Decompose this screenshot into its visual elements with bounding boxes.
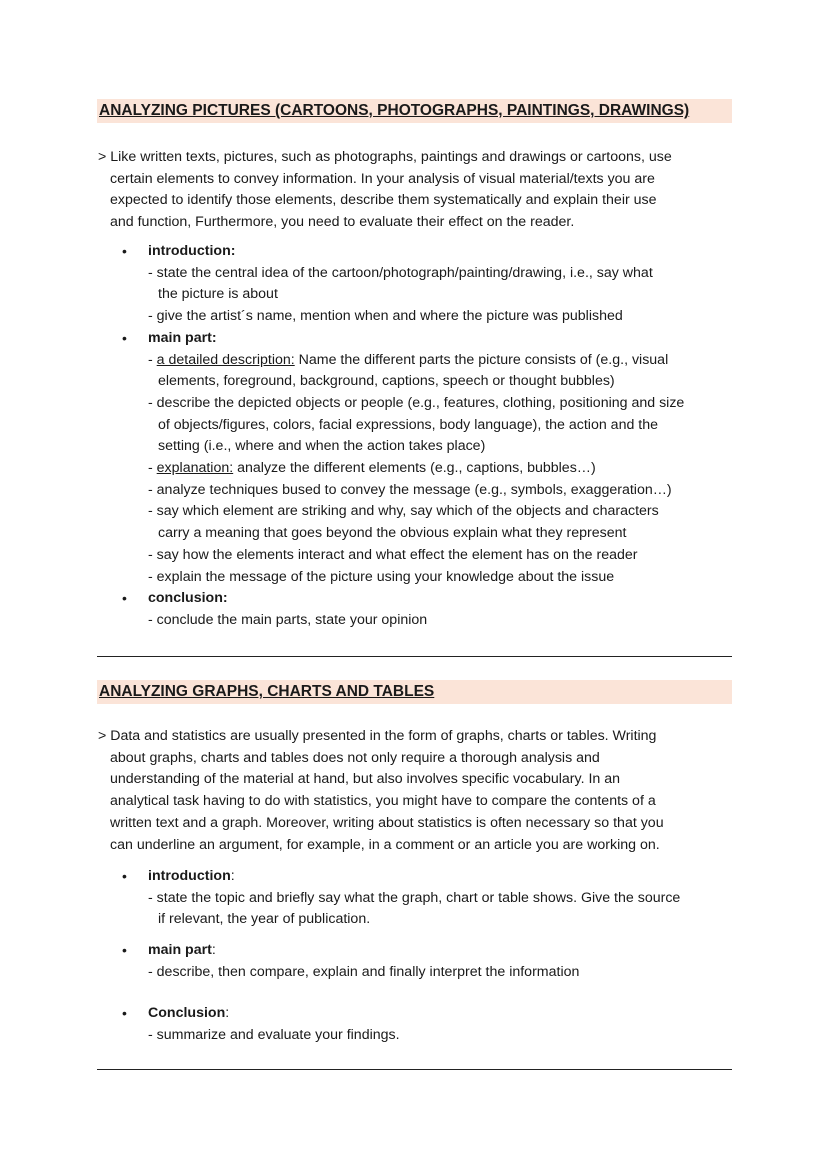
bullet-icon: •	[122, 590, 127, 607]
detail-line: - state the topic and briefly say what the graph, chart or table shows. Give the source	[148, 889, 681, 906]
bullet-icon: •	[122, 243, 127, 259]
detail-line: - state the central idea of the cartoon/photograph/painting/drawing, i.e., say what	[148, 264, 653, 281]
graphs-bullet-conclusion	[120, 1003, 740, 1046]
conclusion-details	[120, 610, 740, 632]
detail-line: - summarize and evaluate your findings.	[148, 1026, 400, 1043]
paragraph-line: understanding of the material at hand, but also involves specific vocabulary. In an	[110, 771, 621, 788]
underlined-term: explanation:	[156, 460, 234, 477]
bullet-icon: •	[122, 329, 127, 346]
bullet-label: conclusion:	[148, 590, 228, 607]
paragraph-line: certain elements to convey information. In your analysis of visual material/texts you are	[110, 170, 655, 187]
detail-line: if relevant, the year of publication.	[158, 911, 371, 928]
pictures-bullet-list	[120, 241, 740, 632]
intro-paragraph-pictures	[98, 147, 738, 234]
bullet-icon: •	[122, 1005, 127, 1021]
bullet-label: Conclusion	[148, 1005, 226, 1021]
detail-line: setting (i.e., where and when the action takes place)	[158, 438, 486, 455]
introduction-details	[120, 888, 740, 931]
bullet-main-part	[120, 940, 740, 962]
bullet-conclusion	[120, 1003, 740, 1025]
bullet-colon: :	[211, 942, 216, 958]
section-heading-pictures	[97, 99, 732, 123]
heading-text: ANALYZING PICTURES (CARTOONS, PHOTOGRAPHS, PAINTINGS, DRAWINGS)	[99, 102, 690, 119]
main-part-details	[120, 962, 740, 984]
detail-line: of objects/figures, colors, facial expressions, body language), the action and the	[158, 416, 659, 433]
paragraph-line: written text and a graph. Moreover, writing about statistics is often necessary so that you	[110, 814, 664, 831]
heading-text: ANALYZING GRAPHS, CHARTS AND TABLES	[99, 683, 435, 700]
bullet-label: introduction	[148, 868, 231, 884]
detail-line: - describe the depicted objects or people (e.g., features, clothing, positioning and size	[148, 394, 685, 411]
paragraph-line: and function, Furthermore, you need to evaluate their effect on the reader.	[110, 214, 575, 231]
introduction-details	[120, 263, 740, 328]
paragraph-line: expected to identify those elements, describe them systematically and explain their use	[110, 192, 657, 209]
paragraph-line: analytical task having to do with statistics, you might have to compare the contents of a	[110, 793, 656, 810]
detail-line: - describe, then compare, explain and finally interpret the information	[148, 963, 580, 980]
detail-text: Name the different parts the picture consists of (e.g., visual	[294, 351, 669, 368]
dash: -	[148, 351, 157, 368]
bullet-colon: :	[230, 868, 235, 884]
conclusion-details	[120, 1025, 740, 1047]
detail-line: the picture is about	[158, 286, 278, 303]
detail-line: - give the artist´s name, mention when and where the picture was published	[148, 308, 623, 325]
divider	[97, 1069, 732, 1070]
bullet-label: main part:	[148, 329, 217, 346]
bullet-label: main part	[148, 942, 212, 958]
bullet-colon: :	[225, 1005, 230, 1021]
detail-line: - say how the elements interact and what effect the element has on the reader	[148, 546, 638, 563]
graphs-bullet-main-part	[120, 940, 740, 983]
divider	[97, 656, 732, 657]
bullet-introduction	[120, 241, 740, 263]
graphs-bullet-introduction	[120, 866, 740, 931]
paragraph-line: > Data and statistics are usually presented in the form of graphs, charts or tables. Writing	[98, 728, 657, 744]
bullet-icon: •	[122, 942, 127, 958]
underlined-term: a detailed description:	[156, 351, 295, 368]
bullet-introduction	[120, 866, 740, 888]
intro-paragraph-graphs	[98, 726, 738, 856]
detail-line: - analyze techniques bused to convey the message (e.g., symbols, exaggeration…)	[148, 481, 672, 498]
bullet-icon: •	[122, 868, 127, 884]
bullet-main-part	[120, 328, 740, 350]
detail-line: - conclude the main parts, state your opinion	[148, 611, 428, 628]
detail-text: analyze the different elements (e.g., captions, bubbles…)	[233, 460, 596, 477]
bullet-label: introduction:	[148, 243, 236, 259]
detail-line: elements, foreground, background, captions, speech or thought bubbles)	[158, 373, 615, 390]
paragraph-line: about graphs, charts and tables does not only require a thorough analysis and	[110, 749, 600, 766]
detail-line: - say which element are striking and why, say which of the objects and characters	[148, 503, 659, 520]
detail-line	[148, 458, 740, 480]
main-part-details	[120, 350, 740, 589]
bullet-conclusion	[120, 588, 740, 610]
dash: -	[148, 460, 157, 477]
paragraph-line: can underline an argument, for example, in a comment or an article you are working on.	[110, 836, 660, 853]
paragraph-line: > Like written texts, pictures, such as photographs, paintings and drawings or cartoons, use	[98, 149, 672, 165]
section-heading-graphs	[97, 680, 732, 704]
detail-line: carry a meaning that goes beyond the obvious explain what they represent	[158, 525, 627, 542]
detail-line	[148, 350, 740, 372]
detail-line: - explain the message of the picture using your knowledge about the issue	[148, 568, 615, 585]
